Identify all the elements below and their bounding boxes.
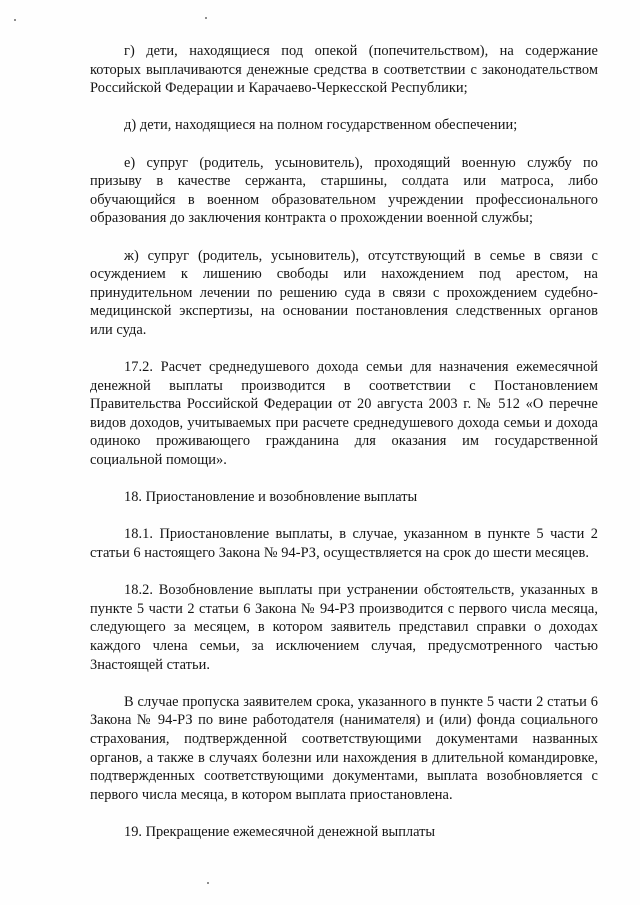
- paragraph-item-d: д) дети, находящиеся на полном государственном обеспечении;: [124, 117, 518, 134]
- paragraph-17-2: 17.2. Расчет среднедушевого дохода семьи для назначения ежемесячной денежной выплаты производится в соответствии с Постановлением Правительства Российской Федерации от 20 августа 2003 г. № 512 «О перечне видов доходов, учитываемых при расчете среднедушевого дохода семьи и дохода одиноко проживающего гражданина для оказания им государственной социальной помощи».: [90, 359, 598, 469]
- section-heading-18: 18. Приостановление и возобновление выплаты: [124, 489, 418, 506]
- paragraph-item-zh: ж) супруг (родитель, усыновитель), отсутствующий в семье в связи с осуждением к лишению свободы или нахождением под арестом, на принудительном лечении по решению суда в связи с прохождением судебно-медицинской экспертизы, на основании постановления следственных органов или суда.: [90, 247, 598, 338]
- scan-speck: [14, 19, 16, 21]
- paragraph-missed-deadline: В случае пропуска заявителем срока, указанного в пункте 5 части 2 статьи 6 Закона № 94-РЗ по вине работодателя (нанимателя) и (или) фонда социального страхования, подтвержденной соответствующими документами названных органов, а также в случаях болезни или нахождения в длительной командировке, подтвержденных соответствующими документами, выплата возобновляется с первого числа месяца, в котором выплата приостановлена.: [90, 693, 598, 803]
- paragraph-item-g: г) дети, находящиеся под опекой (попечительством), на содержание которых выплачиваются денежные средства в соответствии с законодательством Российской Федерации и Карачаево-Черкесской Республики;: [90, 43, 598, 97]
- scan-speck: [207, 882, 209, 884]
- section-heading-19: 19. Прекращение ежемесячной денежной выплаты: [124, 823, 436, 840]
- document-body: [90, 42, 598, 860]
- paragraph-18-1: 18.1. Приостановление выплаты, в случае, указанном в пункте 5 части 2 статьи 6 настоящего Закона № 94-РЗ, осуществляется на срок до шести месяцев.: [90, 526, 598, 562]
- paragraph-18-2: 18.2. Возобновление выплаты при устранении обстоятельств, указанных в пункте 5 части 2 статьи 6 Закона № 94-РЗ производится с первого числа месяца, следующего за месяцем, в котором заявитель представил справки о доходах каждого члена семьи, за исключением случая, предусмотренного частью 3настоящей статьи.: [90, 582, 598, 673]
- scan-speck: [205, 17, 207, 19]
- paragraph-item-e: е) супруг (родитель, усыновитель), проходящий военную службу по призыву в качестве сержанта, старшины, солдата или матроса, либо обучающийся в военном образовательном учреждении профессионального образования до заключения контракта о прохождении военной службы;: [90, 154, 598, 227]
